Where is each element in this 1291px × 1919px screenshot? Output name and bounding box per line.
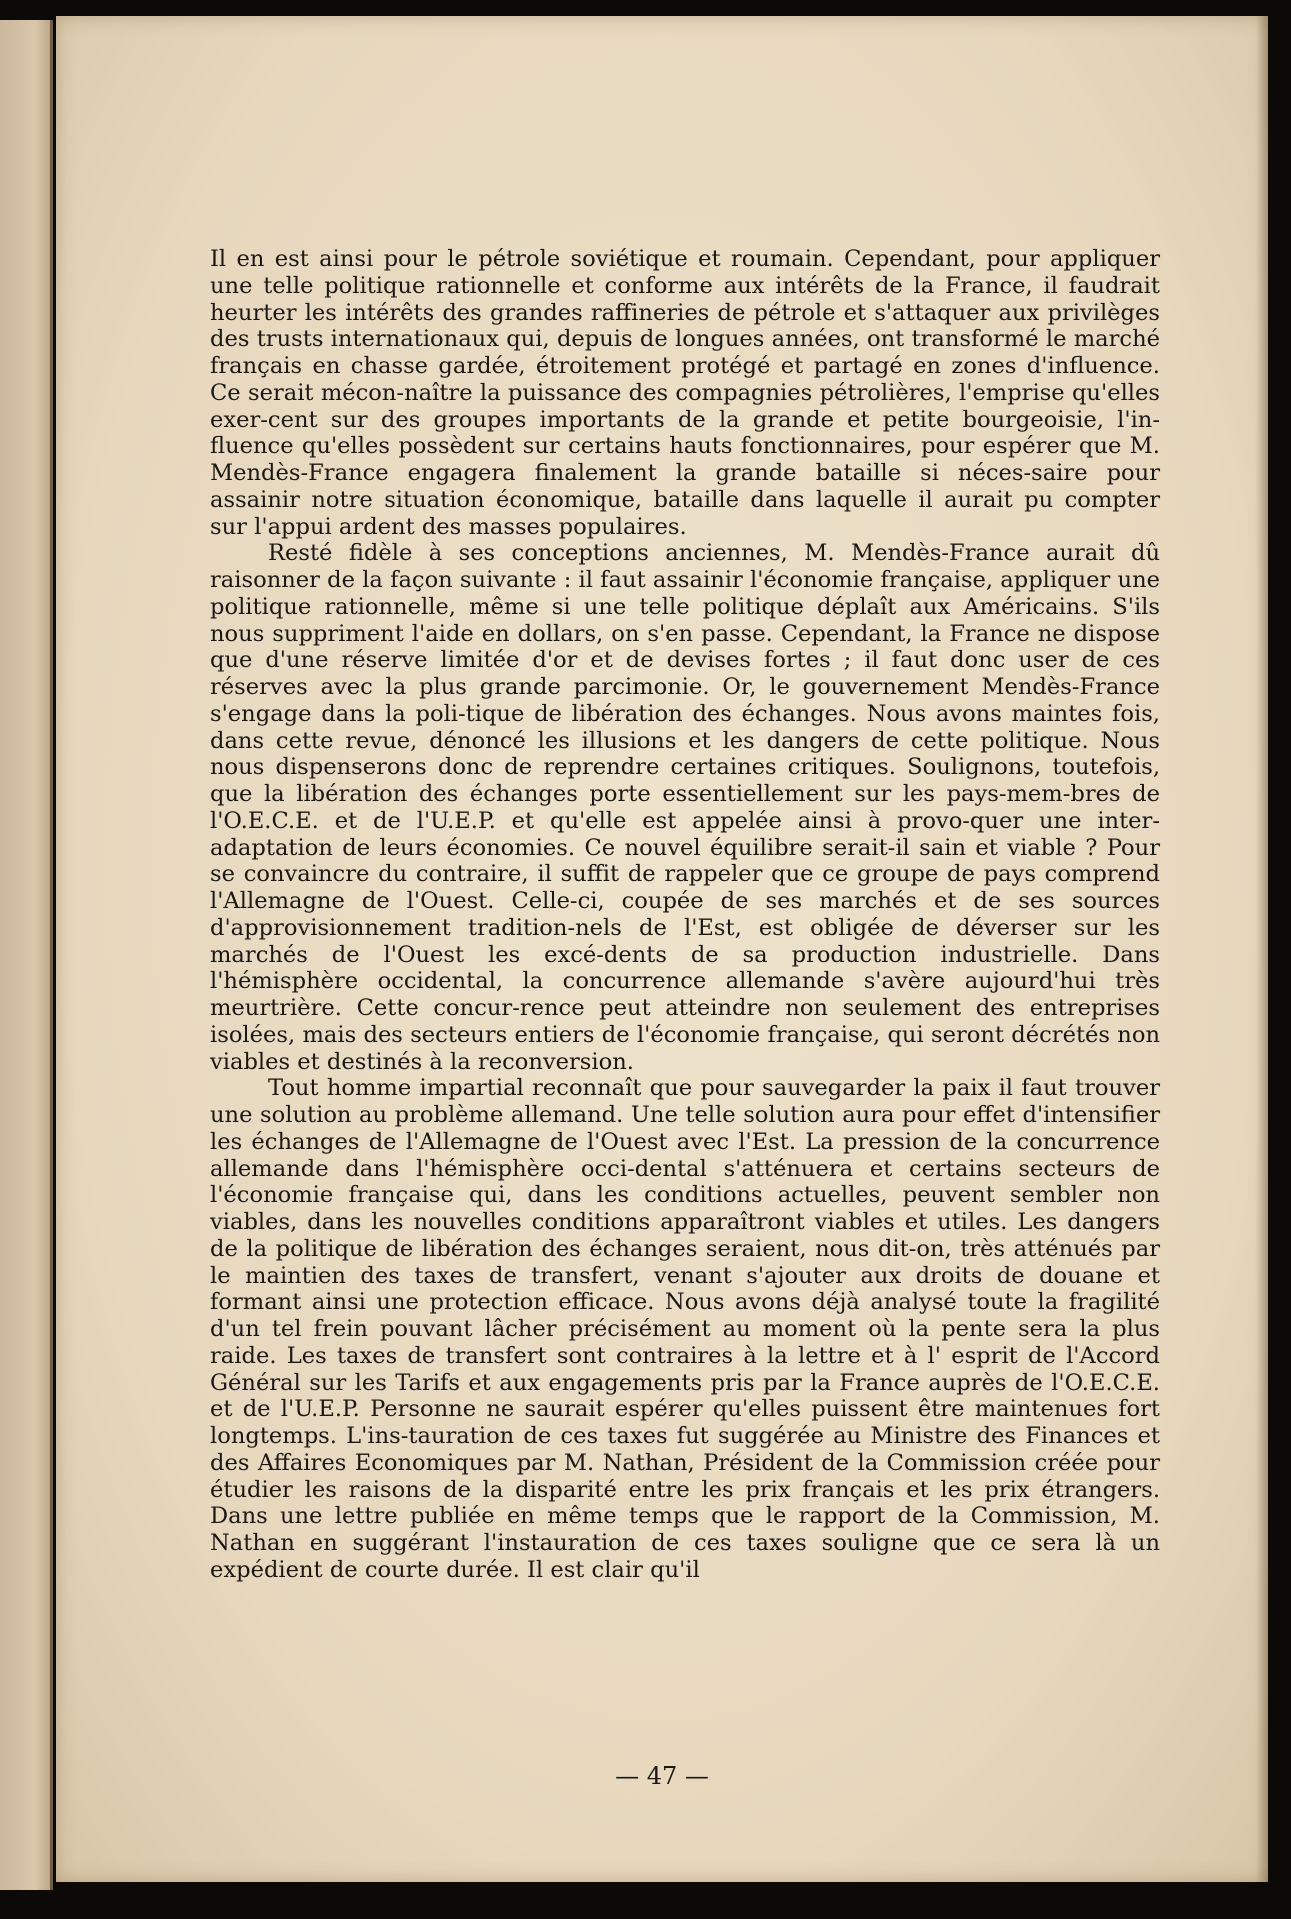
book-page [56,16,1268,1882]
body-text [210,246,1160,1584]
page-number: — 47 — [615,1762,709,1790]
paragraph-petrole: Il en est ainsi pour le pétrole soviétique et roumain. Cependant, pour appliquer une telle politique rationnelle et conforme aux intérêts de la France, il faudrait heurter les intérêts des grandes raffineries de pétrole et s'attaquer aux privilèges des trusts internationaux qui, depuis de longues années, ont transformé le marché français en chasse gardée, étroitement protégé et partagé en zones d'influence. Ce serait mécon-naître la puissance des compagnies pétrolières, l'emprise qu'elles exer-cent sur des groupes importants de la grande et petite bourgeoisie, l'in-fluence qu'elles possèdent sur certains hauts fonctionnaires, pour espérer que M. Mendès-France engagera finalement la grande bataille si néces-saire pour assainir notre situation économique, bataille dans laquelle il aurait pu compter sur l'appui ardent des masses populaires. [210,246,1160,540]
page-edge-shadow [1256,16,1268,1882]
paragraph-mendes-france: Resté fidèle à ses conceptions anciennes, M. Mendès-France aurait dû raisonner de la façon suivante : il faut assainir l'économie française, appliquer une politique rationnelle, même si une telle politique déplaît aux Américains. S'ils nous suppriment l'aide en dollars, on s'en passe. Cependant, la France ne dispose que d'une réserve limitée d'or et de devises fortes ; il faut donc user de ces réserves avec la plus grande parcimonie. Or, le gouvernement Mendès-France s'engage dans la poli-tique de libération des échanges. Nous avons maintes fois, dans cette revue, dénoncé les illusions et les dangers de cette politique. Nous nous dispenserons donc de reprendre certaines critiques. Soulignons, toutefois, que la libération des échanges porte essentiellement sur les pays-mem-bres de l'O.E.C.E. et de l'U.E.P. et qu'elle est appelée ainsi à provo-quer une inter-adaptation de leurs économies. Ce nouvel équilibre serait-il sain et viable ? Pour se convaincre du contraire, il suffit de rappeler que ce groupe de pays comprend l'Allemagne de l'Ouest. Celle-ci, coupée de ses marchés et de ses sources d'approvisionnement tradition-nels de l'Est, est obligée de déverser sur les marchés de l'Ouest les excé-dents de sa production industrielle. Dans l'hémisphère occidental, la concurrence allemande s'avère aujourd'hui très meurtrière. Cette concur-rence peut atteindre non seulement des entreprises isolées, mais des secteurs entiers de l'économie française, qui seront décrétés non viables et destinés à la reconversion. [210,540,1160,1075]
paragraph-probleme-allemand: Tout homme impartial reconnaît que pour sauvegarder la paix il faut trouver une solution au problème allemand. Une telle solution aura pour effet d'intensifier les échanges de l'Allemagne de l'Ouest avec l'Est. La pression de la concurrence allemande dans l'hémisphère occi-dental s'atténuera et certains secteurs de l'économie française qui, dans les conditions actuelles, peuvent sembler non viables, dans les nouvelles conditions apparaîtront viables et utiles. Les dangers de la politique de libération des échanges seraient, nous dit-on, très atténués par le maintien des taxes de transfert, venant s'ajouter aux droits de douane et formant ainsi une protection efficace. Nous avons déjà analysé toute la fragilité d'un tel frein pouvant lâcher précisément au moment où la pente sera la plus raide. Les taxes de transfert sont contraires à la lettre et à l' esprit de l'Accord Général sur les Tarifs et aux engagements pris par la France auprès de l'O.E.C.E. et de l'U.E.P. Personne ne saurait espérer qu'elles puissent être maintenues fort longtemps. L'ins-tauration de ces taxes fut suggérée au Ministre des Finances et des Affaires Economiques par M. Nathan, Président de la Commission créée pour étudier les raisons de la disparité entre les prix français et les prix étrangers. Dans une lettre publiée en même temps que le rapport de la Commission, M. Nathan en suggérant l'instauration de ces taxes souligne que ce sera là un expédient de courte durée. Il est clair qu'il [210,1075,1160,1583]
left-page-edge [0,20,53,1890]
